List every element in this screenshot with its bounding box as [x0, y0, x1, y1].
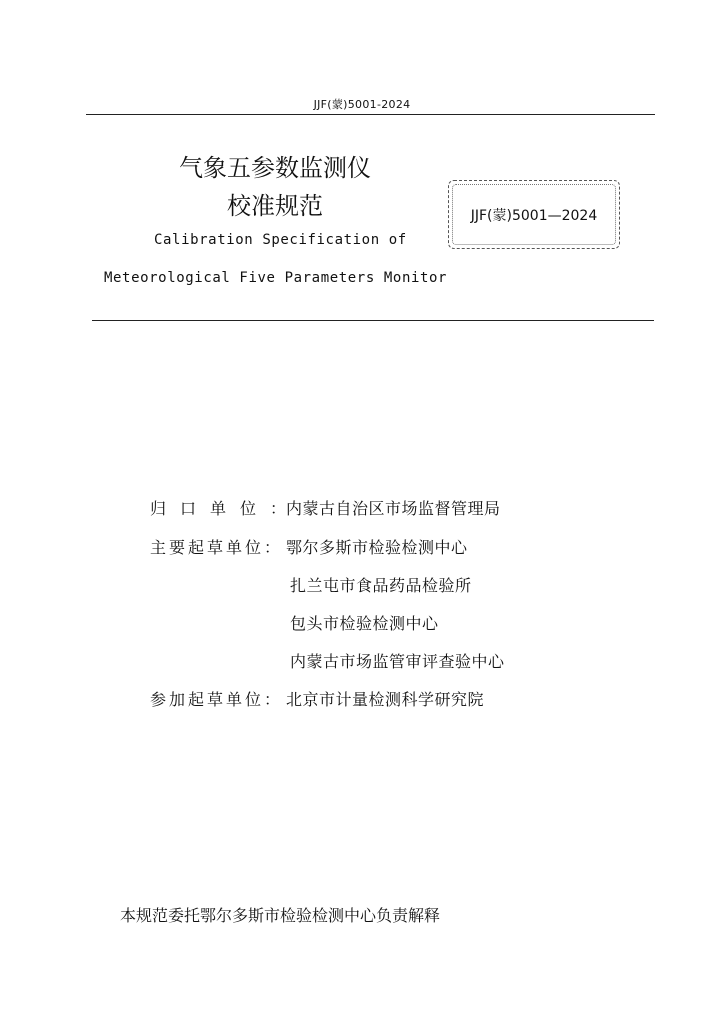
drafting-org-value-2: 扎兰屯市食品药品检验所 [290, 576, 472, 595]
interpretation-note: 本规范委托鄂尔多斯市检验检测中心负责解释 [120, 906, 441, 925]
participating-org-row [150, 687, 484, 710]
drafting-org-value-3: 包头市检验检测中心 [290, 614, 439, 633]
standard-code-text: JJF(蒙)5001—2024 [470, 207, 598, 224]
responsible-org-row [150, 496, 501, 519]
header-standard-code: JJF(蒙)5001-2024 [313, 98, 411, 111]
standard-code-box [448, 180, 620, 249]
drafting-org-label: 主要起草单位： [150, 538, 284, 557]
participating-org-label: 参加起草单位： [150, 690, 284, 709]
responsible-org-value: 内蒙古自治区市场监督管理局 [286, 499, 501, 518]
drafting-org-row [150, 535, 468, 558]
header-divider [86, 114, 655, 115]
title-divider [92, 320, 654, 321]
title-english-line-1: Calibration Specification of [154, 232, 407, 248]
title-english-line-2: Meteorological Five Parameters Monitor [104, 270, 448, 286]
responsible-org-label: 归口单位： [150, 499, 301, 518]
drafting-org-value-1: 鄂尔多斯市检验检测中心 [286, 538, 468, 557]
participating-org-value: 北京市计量检测科学研究院 [286, 690, 485, 709]
title-chinese-line-1: 气象五参数监测仪 [179, 154, 371, 182]
title-chinese-line-2: 校准规范 [227, 192, 323, 220]
drafting-org-value-4: 内蒙古市场监管审评查验中心 [290, 652, 505, 671]
